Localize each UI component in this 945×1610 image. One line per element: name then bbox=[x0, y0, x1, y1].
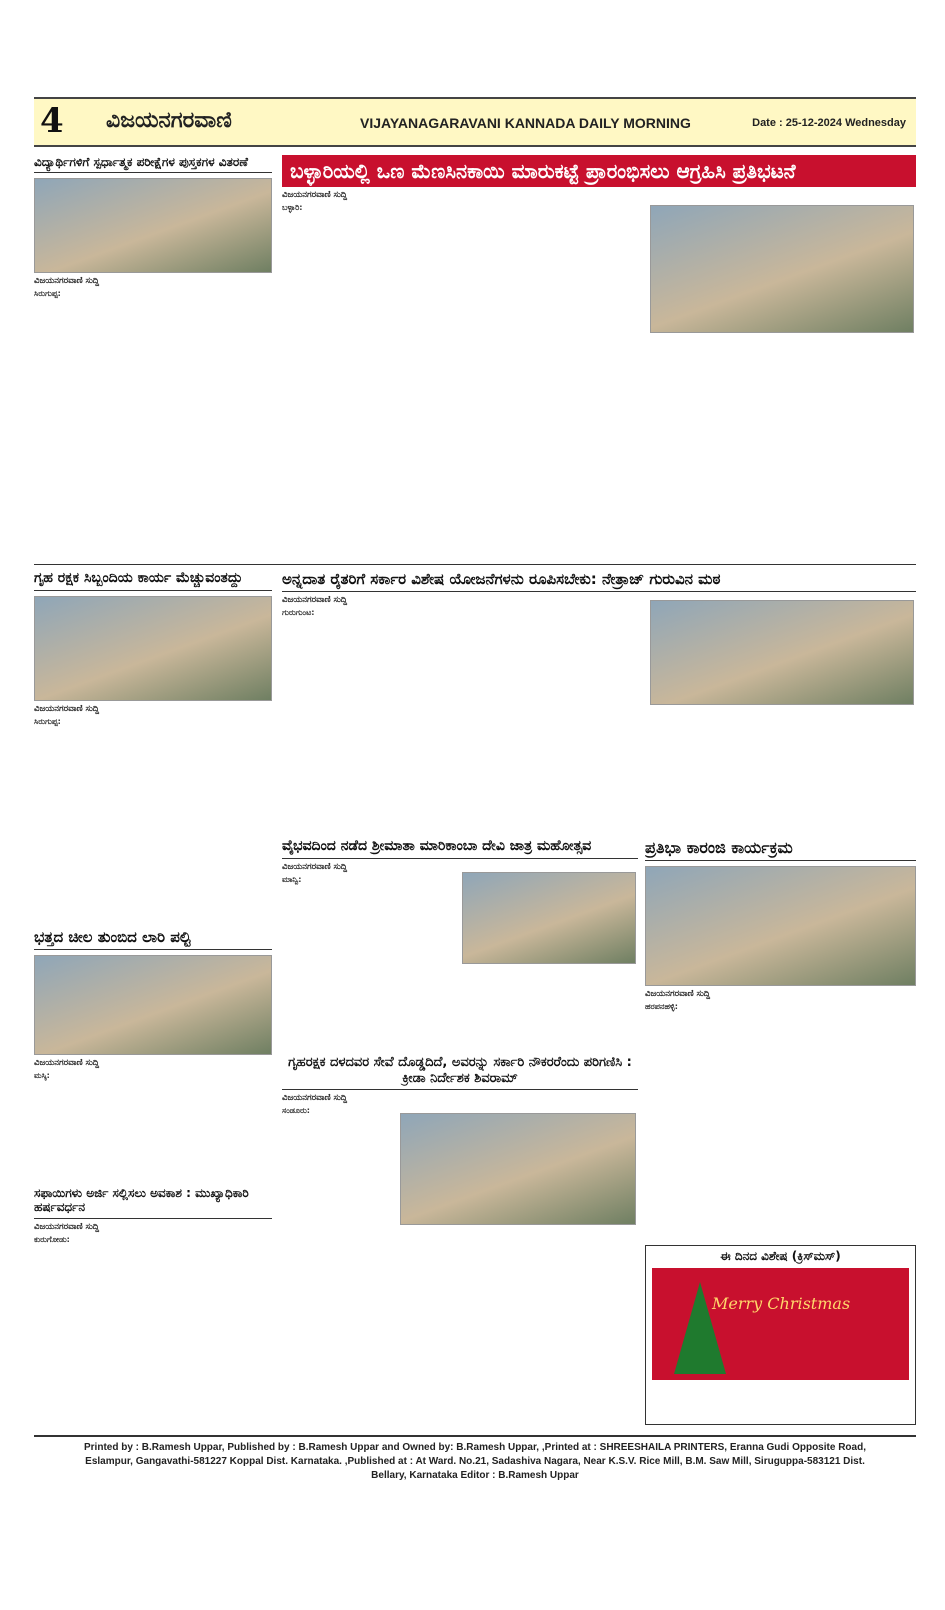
article-photo bbox=[462, 872, 636, 964]
footer-line: Bellary, Karnataka Editor : B.Ramesh Uppar bbox=[371, 1470, 579, 1481]
article-photo bbox=[645, 866, 916, 986]
article-headline: ಪ್ರತಿಭಾ ಕಾರಂಜಿ ಕಾರ್ಯಕ್ರಮ bbox=[645, 838, 916, 861]
article-byline: ವಿಜಯನಗರವಾಣಿ ಸುದ್ದಿ bbox=[34, 276, 100, 287]
article-byline: ವಿಜಯನಗರವಾಣಿ ಸುದ್ದಿ bbox=[282, 190, 348, 200]
article-byline: ವಿಜಯನಗರವಾಣಿ ಸುದ್ದಿ bbox=[34, 1058, 100, 1068]
article-headline: ವಿದ್ಯಾರ್ಥಿಗಳಿಗೆ ಸ್ಪರ್ಧಾತ್ಮಕ ಪರೀಕ್ಷೆಗಳ ಪುಸ್ತಕಗಳ ವಿತರಣೆ bbox=[34, 155, 272, 173]
article-photo bbox=[650, 205, 914, 333]
article-photo bbox=[34, 955, 272, 1055]
article-christmas-special bbox=[645, 1245, 916, 1425]
christmas-greeting: Merry Christmas bbox=[712, 1294, 851, 1313]
article-headline: ಅನ್ನದಾತ ರೈತರಿಗೆ ಸರ್ಕಾರ ವಿಶೇಷ ಯೋಜನೆಗಳನು ರೂಪಿಸಬೇಕು: ನೇತ್ರಾಜ್ ಗುರುವಿನ ಮಠ bbox=[282, 570, 916, 592]
christmas-greeting-image bbox=[652, 1268, 909, 1380]
article-headline: ಬಳ್ಳಾರಿಯಲ್ಲಿ ಒಣ ಮೆಣಸಿನಕಾಯಿ ಮಾರುಕಟ್ಟೆ ಪ್ರಾರಂಭಿಸಲು ಆಗ್ರಹಿಸಿ ಪ್ರತಿಭಟನೆ bbox=[282, 155, 916, 187]
footer-line: Printed by : B.Ramesh Uppar, Published by : B.Ramesh Uppar and Owned by: B.Ramesh Uppar, ,Printed at : SHREESHAILA PRINTERS, Eranna Gudi Opposite Road, bbox=[84, 1442, 866, 1453]
divider bbox=[34, 564, 916, 565]
article-photo bbox=[34, 178, 272, 273]
article-home-guards-work bbox=[34, 570, 272, 920]
article-body: ಸಿರುಗುಪ್ಪ: bbox=[34, 289, 61, 299]
page-number: 4 bbox=[40, 101, 64, 141]
article-body: ಮಾನ್ವಿ: bbox=[282, 874, 302, 884]
article-body: ಬಳ್ಳಾರಿ: bbox=[282, 203, 303, 212]
article-lorry-overturn bbox=[34, 928, 272, 1178]
article-byline: ವಿಜಯನಗರವಾಣಿ ಸುದ್ದಿ bbox=[34, 1221, 100, 1232]
masthead bbox=[34, 97, 916, 147]
article-byline: ವಿಜಯನಗರವಾಣಿ ಸುದ್ದಿ bbox=[282, 861, 348, 872]
article-photo bbox=[34, 596, 272, 701]
article-pratibha-karanji bbox=[645, 838, 916, 1238]
article-exam-books bbox=[34, 155, 272, 560]
article-byline: ವಿಜಯನಗರವಾಣಿ ಸುದ್ದಿ bbox=[645, 989, 711, 1000]
article-headline: ಸಫಾಯಿಗಳು ಅರ್ಜಿ ಸಲ್ಲಿಸಲು ಅವಕಾಶ : ಮುಖ್ಯಾಧಿಕಾರಿ ಹರ್ಷವರ್ಧನ bbox=[34, 1186, 272, 1219]
article-body: ಸಿರುಗುಪ್ಪ: bbox=[34, 716, 61, 726]
article-farmers-schemes bbox=[282, 570, 916, 832]
footer-line: Eslampur, Gangavathi-581227 Koppal Dist. Karnataka. ,Published at : At Ward. No.21, Sadashiva Nagara, Near K.S.V. Rice Mill, B.M. Saw Mill, Siruguppa-583121 Dist. bbox=[85, 1456, 865, 1467]
article-photo bbox=[400, 1113, 636, 1225]
masthead-date: Date : 25-12-2024 Wednesday bbox=[752, 117, 906, 129]
masthead-title-english: VIJAYANAGARAVANI KANNADA DAILY MORNING bbox=[360, 115, 691, 131]
article-headline: ಗೃಹರಕ್ಷಕ ದಳದವರ ಸೇವೆ ದೊಡ್ಡದಿದೆ, ಅವರನ್ನು ಸರ್ಕಾರಿ ನೌಕರರೆಂದು ಪರಿಗಣಿಸಿ : ಕ್ರೀಡಾ ನಿರ್ದೇಶಕ ಶಿವರಾಮ್ bbox=[282, 1055, 638, 1090]
article-body: ಹರಪನಹಳ್ಳಿ: bbox=[645, 1002, 678, 1012]
article-photo bbox=[650, 600, 914, 705]
article-body: ಕುರುಗೋಡು: bbox=[34, 1234, 70, 1244]
article-headline: ಭತ್ತದ ಚೀಲ ತುಂಬಿದ ಲಾರಿ ಪಲ್ಟಿ bbox=[34, 928, 272, 950]
article-body: ಗುರುಗುಂಟ: bbox=[282, 608, 315, 617]
article-byline: ವಿಜಯನಗರವಾಣಿ ಸುದ್ದಿ bbox=[282, 1093, 348, 1104]
article-marikamba-jatra bbox=[282, 838, 638, 1048]
article-headline: ಈ ದಿನದ ವಿಶೇಷ (ಕ್ರಿಸ್‌ಮಸ್) bbox=[720, 1249, 841, 1263]
article-byline: ವಿಜಯನಗರವಾಣಿ ಸುದ್ದಿ bbox=[282, 595, 348, 605]
article-headline: ಗೃಹ ರಕ್ಷಕ ಸಿಬ್ಬಂದಿಯ ಕಾರ್ಯ ಮೆಚ್ಚುವಂತದ್ದು bbox=[34, 570, 272, 591]
article-body: ಸಂಡೂರು: bbox=[282, 1106, 310, 1116]
article-chilli-market-protest bbox=[282, 155, 916, 560]
masthead-title-kannada: ವಿಜಯನಗರವಾಣಿ bbox=[106, 107, 232, 133]
article-home-guards-service bbox=[282, 1055, 638, 1425]
article-byline: ವಿಜಯನಗರವಾಣಿ ಸುದ್ದಿ bbox=[34, 703, 100, 714]
article-safai-applications bbox=[34, 1186, 272, 1426]
imprint-footer bbox=[34, 1435, 916, 1483]
article-headline: ವೈಭವದಿಂದ ನಡೆದ ಶ್ರೀಮಾತಾ ಮಾರಿಕಾಂಬಾ ದೇವಿ ಜಾತ್ರ ಮಹೋತ್ಸವ bbox=[282, 838, 638, 859]
article-body: ಮಸ್ಕಿ: bbox=[34, 1071, 50, 1080]
